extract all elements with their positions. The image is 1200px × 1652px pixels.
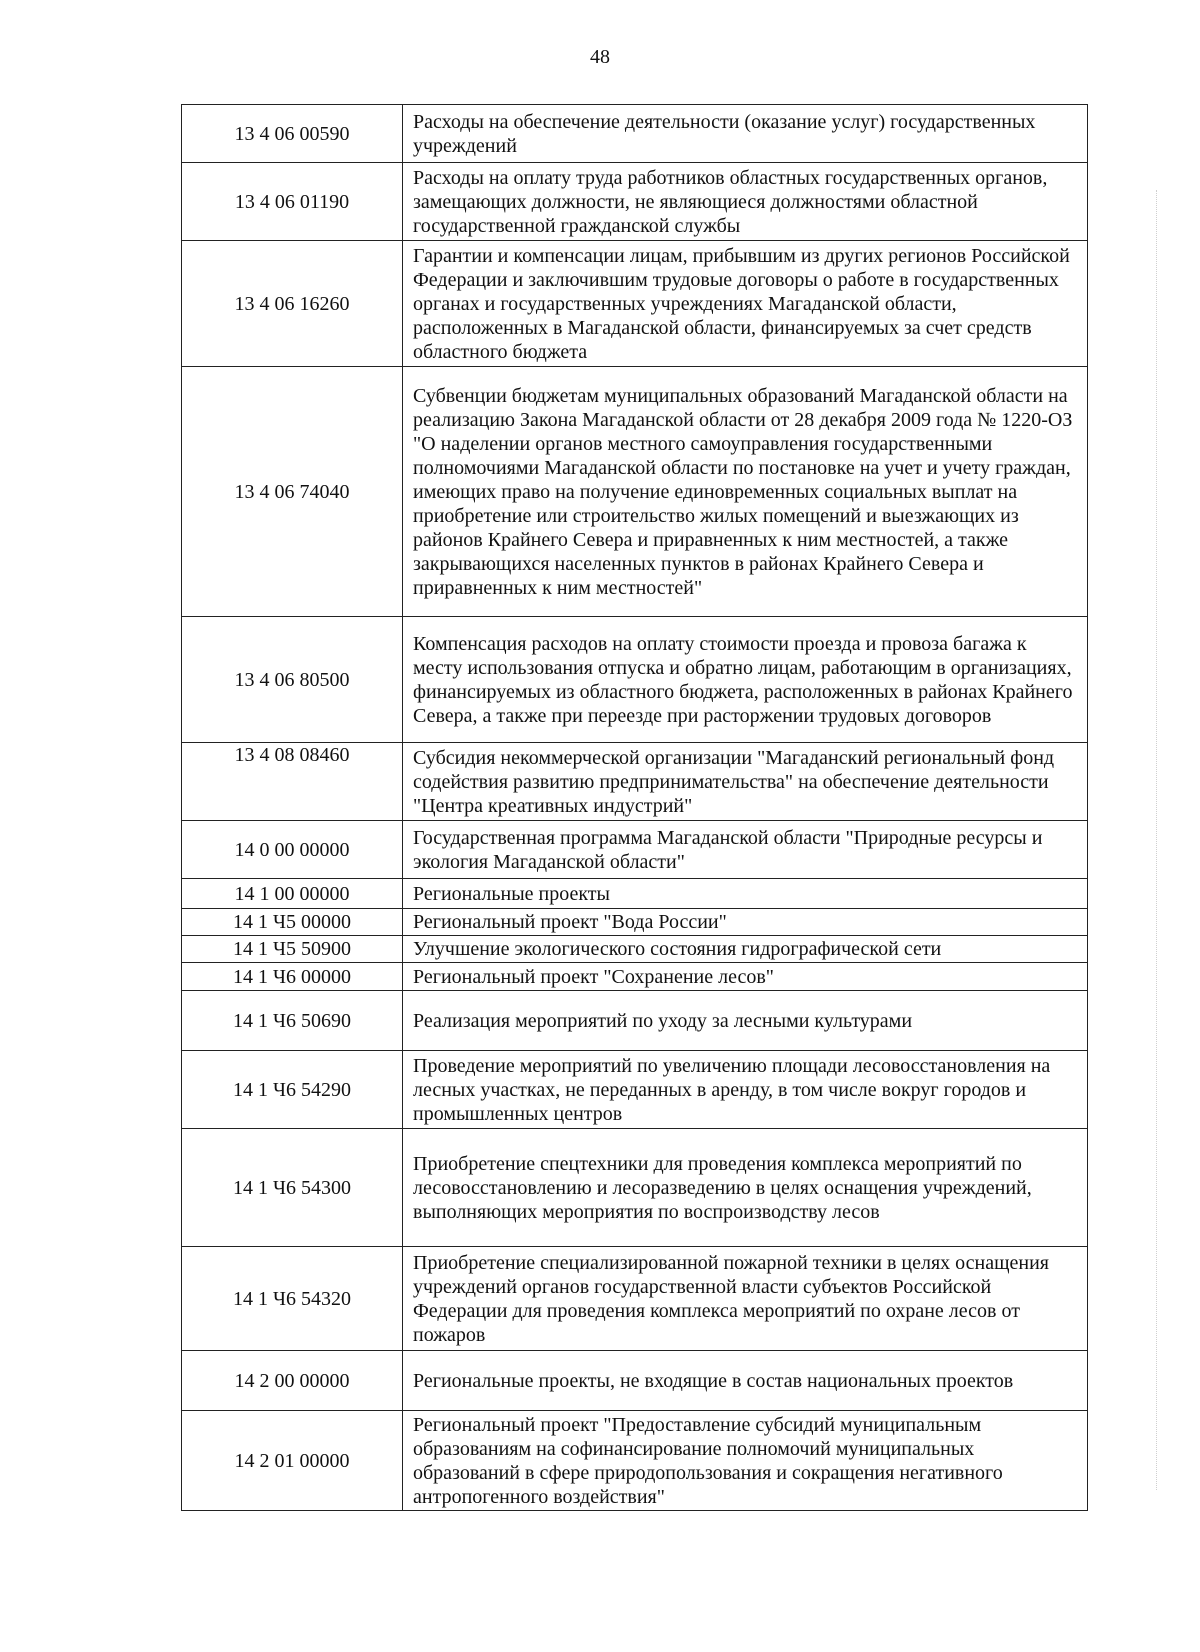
table-row: [182, 1051, 1088, 1129]
table-row: [182, 105, 1088, 163]
budget-code-cell: 13 4 08 08460: [182, 743, 403, 821]
budget-code-cell: 14 1 Ч5 50900: [182, 936, 403, 963]
budget-code-cell: 13 4 06 74040: [182, 367, 403, 617]
budget-code-cell: 14 1 Ч6 54320: [182, 1247, 403, 1351]
table-row: [182, 909, 1088, 936]
expense-description-cell: Приобретение спецтехники для проведения комплекса мероприятий по лесовосстановлению и лесоразведению в целях оснащения учреждений, выполняющих мероприятия по воспроизводству лесов: [403, 1129, 1088, 1247]
budget-code-cell: 13 4 06 01190: [182, 163, 403, 241]
table-row: [182, 1129, 1088, 1247]
scan-artifact-line: [1156, 190, 1159, 1490]
expense-description-cell: Улучшение экологического состояния гидрографической сети: [403, 936, 1088, 963]
expense-description-cell: Региональный проект "Сохранение лесов": [403, 963, 1088, 991]
table-row: [182, 963, 1088, 991]
expense-description-cell: Субвенции бюджетам муниципальных образований Магаданской области на реализацию Закона Магаданской области от 28 декабря 2009 года № 1220-ОЗ "О наделении органов местного самоуправления государственными полномочиями Магаданской области по постановке на учет и учету граждан, имеющих право на получение единовременных социальных выплат на приобретение или строительство жилых помещений и выезжающих из районов Крайнего Севера и приравненных к ним местностей, а также закрывающихся населенных пунктов в районах Крайнего Севера и приравненных к ним местностей": [403, 367, 1088, 617]
table-body: [182, 105, 1088, 1511]
expense-description-cell: Компенсация расходов на оплату стоимости проезда и провоза багажа к месту использования отпуска и обратно лицам, работающим в организациях, финансируемых из областного бюджета, расположенных в районах Крайнего Севера, а также при переезде при расторжении трудовых договоров: [403, 617, 1088, 743]
table-row: [182, 936, 1088, 963]
expense-description-cell: Гарантии и компенсации лицам, прибывшим из других регионов Российской Федерации и заключившим трудовые договоры о работе в государственных органах и государственных учреждениях Магаданской области, расположенных в Магаданской области, финансируемых за счет средств областного бюджета: [403, 241, 1088, 367]
expense-description-cell: Реализация мероприятий по уходу за лесными культурами: [403, 991, 1088, 1051]
table-row: [182, 743, 1088, 821]
expense-description-cell: Приобретение специализированной пожарной техники в целях оснащения учреждений органов государственной власти субъектов Российской Федерации для проведения комплекса мероприятий по охране лесов от пожаров: [403, 1247, 1088, 1351]
budget-code-cell: 14 1 Ч5 00000: [182, 909, 403, 936]
expense-description-cell: Региональный проект "Вода России": [403, 909, 1088, 936]
budget-code-cell: 14 1 Ч6 54300: [182, 1129, 403, 1247]
table-row: [182, 1247, 1088, 1351]
expense-description-cell: Региональные проекты, не входящие в состав национальных проектов: [403, 1351, 1088, 1411]
budget-code-cell: 13 4 06 16260: [182, 241, 403, 367]
budget-code-cell: 14 2 00 00000: [182, 1351, 403, 1411]
budget-code-table: [181, 104, 1088, 1511]
table-row: [182, 1411, 1088, 1511]
expense-description-cell: Проведение мероприятий по увеличению площади лесовосстановления на лесных участках, не переданных в аренду, в том числе вокруг городов и промышленных центров: [403, 1051, 1088, 1129]
expense-description-cell: Субсидия некоммерческой организации "Магаданский региональный фонд содействия развитию предпринимательства" на обеспечение деятельности "Центра креативных индустрий": [403, 743, 1088, 821]
expense-description-cell: Расходы на обеспечение деятельности (оказание услуг) государственных учреждений: [403, 105, 1088, 163]
table-row: [182, 821, 1088, 879]
budget-code-cell: 14 1 Ч6 00000: [182, 963, 403, 991]
table-row: [182, 991, 1088, 1051]
expense-description-cell: Расходы на оплату труда работников областных государственных органов, замещающих должности, не являющиеся должностями областной государственной гражданской службы: [403, 163, 1088, 241]
budget-code-cell: 14 1 00 00000: [182, 879, 403, 909]
table-row: [182, 163, 1088, 241]
table-row: [182, 879, 1088, 909]
expense-description-cell: Региональные проекты: [403, 879, 1088, 909]
table-row: [182, 617, 1088, 743]
page-number: 48: [590, 46, 610, 68]
expense-description-cell: Государственная программа Магаданской области "Природные ресурсы и экология Магаданской области": [403, 821, 1088, 879]
budget-code-cell: 13 4 06 80500: [182, 617, 403, 743]
budget-code-cell: 14 1 Ч6 54290: [182, 1051, 403, 1129]
budget-code-cell: 14 1 Ч6 50690: [182, 991, 403, 1051]
table-row: [182, 241, 1088, 367]
table-row: [182, 367, 1088, 617]
table-row: [182, 1351, 1088, 1411]
budget-code-cell: 14 0 00 00000: [182, 821, 403, 879]
budget-code-cell: 13 4 06 00590: [182, 105, 403, 163]
budget-code-cell: 14 2 01 00000: [182, 1411, 403, 1511]
expense-description-cell: Региональный проект "Предоставление субсидий муниципальным образованиям на софинансирование полномочий муниципальных образований в сфере природопользования и сокращения негативного антропогенного воздействия": [403, 1411, 1088, 1511]
